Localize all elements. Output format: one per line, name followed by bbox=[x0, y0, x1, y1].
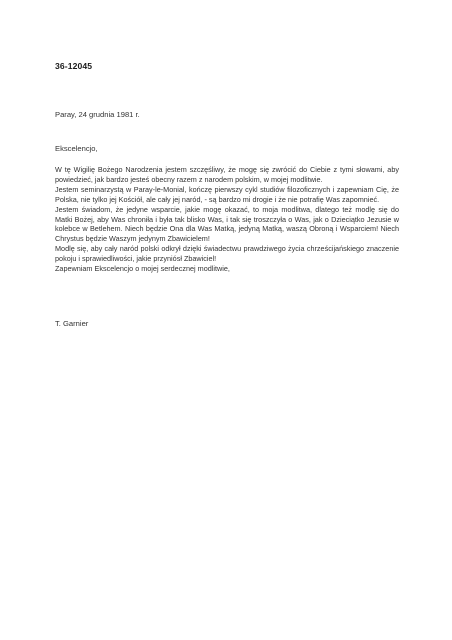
document-id: 36-12045 bbox=[55, 61, 93, 71]
paragraph-seminarzysta: Jestem seminarzystą w Paray-le-Monial, kończę pierwszy cykl studiów filozoficznych i zapewniam Cię, że Polska, nie tylko jej Kościół, ale cały jej naród, - są bardzo mi drogie i że nie potrafię Was zapomnieć. bbox=[55, 184, 399, 204]
signature: T. Garnier bbox=[55, 319, 89, 328]
letter-body bbox=[55, 165, 399, 274]
salutation: Ekscelencjo, bbox=[55, 144, 98, 153]
paragraph-closing: Zapewniam Ekscelencjo o mojej serdecznej modlitwie, bbox=[55, 264, 230, 274]
paragraph-modlitwa: Jestem świadom, że jedyne wsparcie, jakie mogę okazać, to moja modlitwa, dlatego też modlę się do Matki Bożej, aby Was chroniła i była tak blisko Was, i tak się troszczyła o Was, jak o Dzieciątko Jezusie w kolebce w Betlehem. Niech będzie Ona dla Was Matką, jedyną Matką, waszą Obroną i Wsparciem! Niech Chrystus będzie Waszym jedynym Zbawicielem! bbox=[55, 204, 399, 244]
paragraph-narod: Modlę się, aby cały naród polski odkrył dzięki świadectwu prawdziwego życia chrześcijańskiego znaczenie pokoju i sprawiedliwości, jakie przyniósł Zbawiciel! bbox=[55, 244, 399, 264]
date-line: Paray, 24 grudnia 1981 r. bbox=[55, 110, 140, 119]
paragraph-wigilia: W tę Wigilię Bożego Narodzenia jestem szczęśliwy, że mogę się zwrócić do Ciebie z tymi słowami, aby powiedzieć, jak bardzo jesteś obecny razem z narodem polskim, w mojej modlitwie. bbox=[55, 165, 399, 184]
